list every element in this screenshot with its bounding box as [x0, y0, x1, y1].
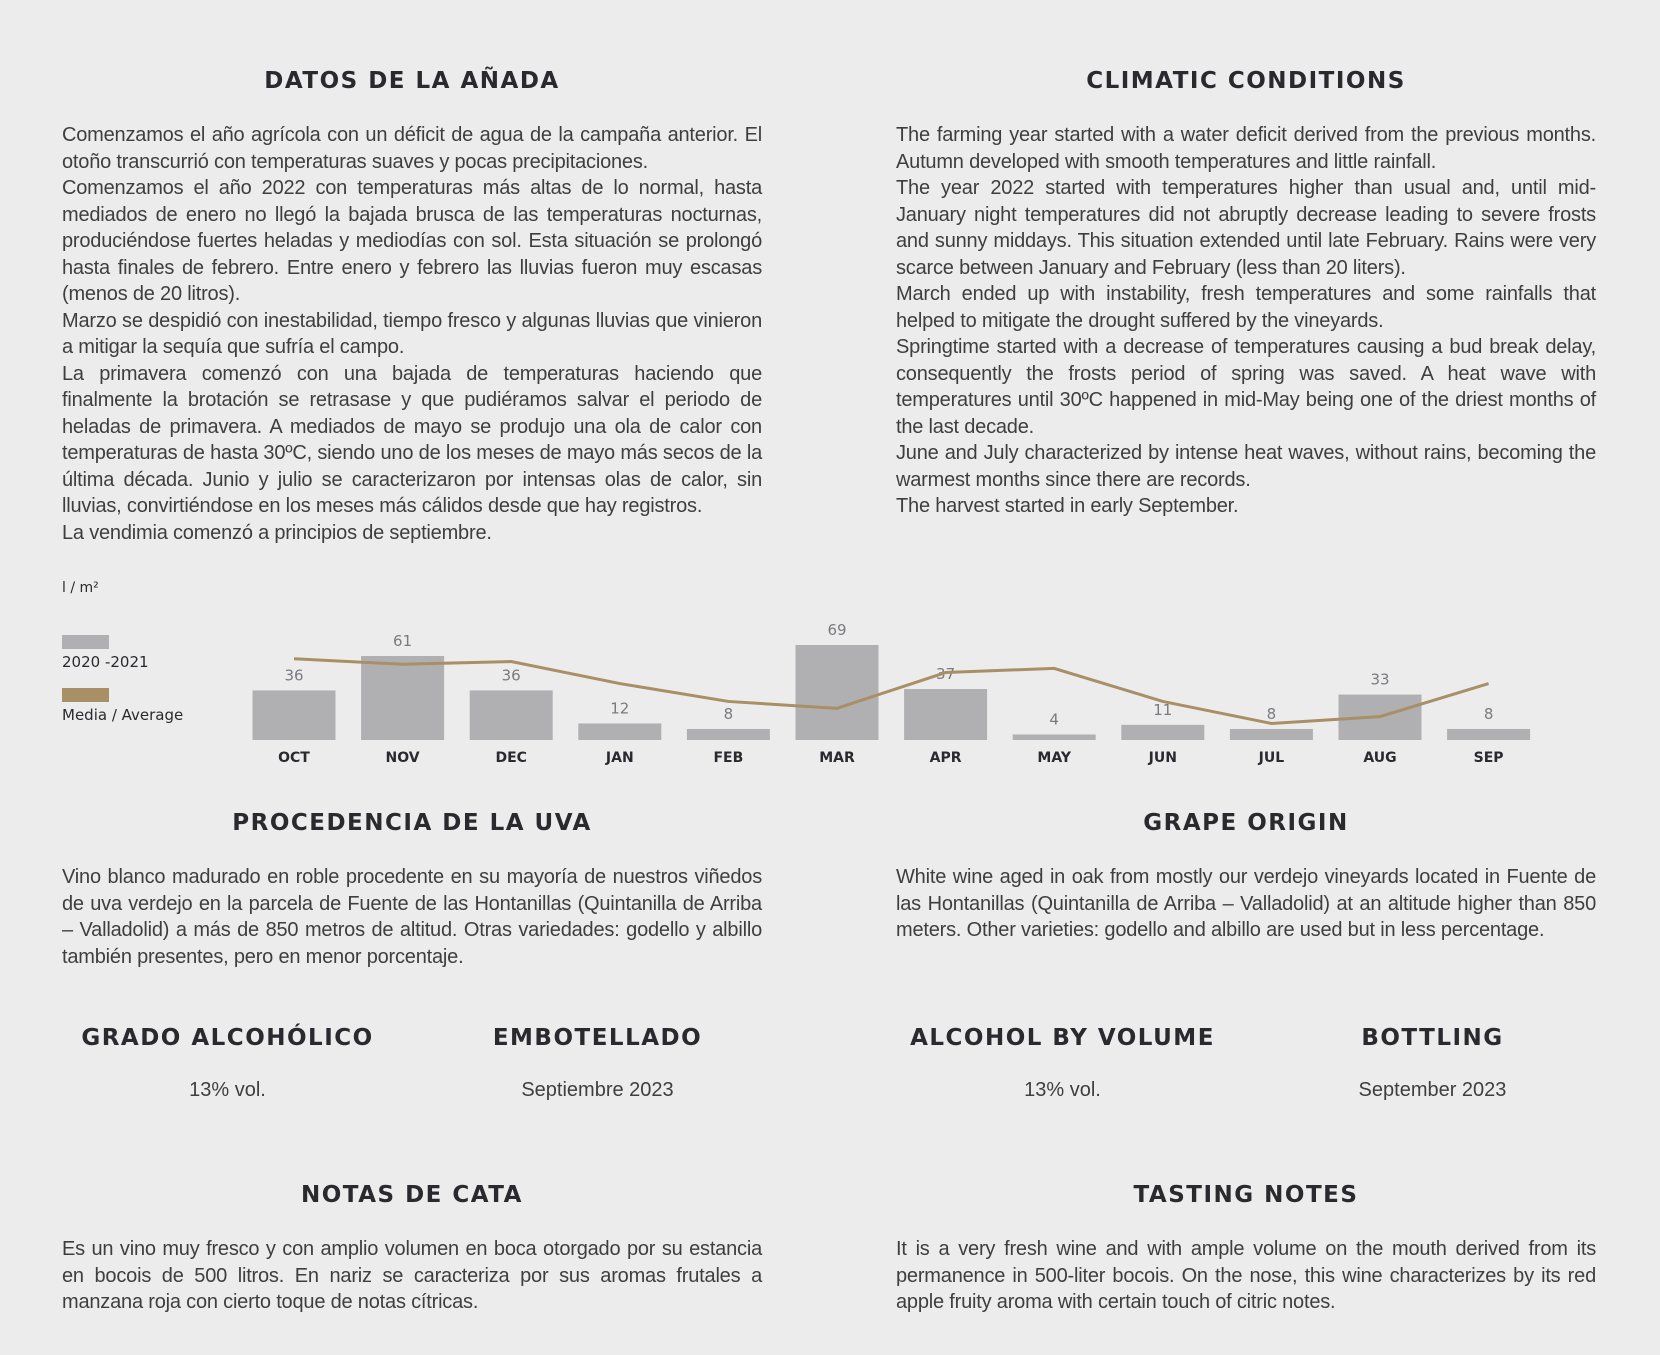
stat-value: Septiembre 2023	[521, 1079, 674, 1101]
bar-nov	[361, 656, 444, 740]
paragraph: June and July characterized by intense heat waves, without rains, becoming the warmest months since there are records.	[896, 442, 1596, 491]
paragraph: Comenzamos el año 2022 con temperaturas más altas de lo normal, hasta mediados de enero no llegó la bajada brusca de las temperaturas nocturnas, produciéndose fuertes heladas y mediodías con sol. Esta situación se prolongó hasta finales de febrero. Entre enero y febrero las lluvias fueron muy escasas (menos de 20 litros).	[62, 177, 762, 305]
tasting-text-en: It is a very fresh wine and with ample volume on the mouth derived from its permanence in 500-liter bocois. On the nose, this wine characterizes by its red apple fruity aroma with certain touch of citric notes.	[896, 1238, 1596, 1313]
paragraph: The harvest started in early September.	[896, 495, 1239, 517]
legend-label-average: Media / Average	[62, 706, 184, 724]
bar-value-label: 37	[936, 665, 956, 684]
x-axis-label: SEP	[1473, 750, 1504, 766]
paragraph: Marzo se despidió con inestabilidad, tiempo fresco y algunas lluvias que vinieron a mitigar la sequía que sufría el campo.	[62, 309, 762, 358]
vintage-title-en: CLIMATIC CONDITIONS	[1086, 68, 1406, 94]
stat-value: 13% vol.	[189, 1079, 266, 1101]
bar-sep	[1447, 729, 1530, 740]
stat-alcohol-en	[890, 1025, 1235, 1102]
bar-jul	[1230, 729, 1313, 740]
bar-value-label: 11	[1153, 700, 1173, 719]
bar-may	[1013, 734, 1096, 740]
stat-label: EMBOTELLADO	[492, 1025, 703, 1051]
tasting-section-en	[896, 1182, 1596, 1316]
x-axis-label: MAY	[1037, 750, 1071, 766]
vintage-section-es	[62, 68, 762, 546]
bar-feb	[687, 729, 770, 740]
x-axis-label: JUN	[1148, 750, 1177, 766]
grape-text-en: White wine aged in oak from mostly our verdejo vineyards located in Fuente de las Hontanillas (Quintanilla de Arriba – Valladolid) at an altitude higher than 850 meters. Other varieties: godello and albillo are used but in less percentage.	[896, 866, 1596, 941]
legend-swatch-bars	[62, 635, 109, 649]
paragraph: March ended up with instability, fresh temperatures and some rainfalls that helped to mitigate the drought suffered by the vineyards.	[896, 283, 1596, 332]
vintage-text-es	[62, 122, 762, 546]
paragraph: La vendimia comenzó a principios de septiembre.	[62, 521, 492, 544]
grape-text-es: Vino blanco madurado en roble procedente en su mayoría de nuestros viñedos de uva verdejo en la parcela de Fuente de las Hontanillas (Quintanilla de Arriba – Valladolid) a más de 850 metros de altitud. Otras variedades: godello y albillo también presentes, pero en menor porcentaje.	[62, 866, 762, 968]
bar-value-label: 36	[501, 666, 521, 685]
x-axis-label: JAN	[605, 750, 634, 766]
stat-label: BOTTLING	[1361, 1025, 1504, 1051]
bar-jun	[1121, 725, 1204, 740]
bar-value-label: 33	[1370, 670, 1390, 689]
x-axis-label: MAR	[819, 750, 855, 766]
bar-mar	[796, 645, 879, 740]
stat-value: September 2023	[1358, 1079, 1507, 1101]
bar-value-label: 8	[1266, 704, 1277, 723]
paragraph: Springtime started with a decrease of temperatures causing a bud break delay, consequently the frosts period of spring was saved. A heat wave with temperatures until 30ºC happened in mid-May being one of the driest months of the last decade.	[896, 336, 1596, 438]
stat-label: ALCOHOL BY VOLUME	[910, 1025, 1215, 1051]
chart-unit-label: l / m²	[62, 580, 99, 596]
paragraph: Comenzamos el año agrícola con un déficit de agua de la campaña anterior. El otoño transcurrió con temperaturas suaves y pocas precipitaciones.	[62, 124, 762, 173]
stat-value: 13% vol.	[1024, 1079, 1101, 1101]
tasting-title-en: TASTING NOTES	[1133, 1182, 1359, 1208]
bar-value-label: 4	[1049, 710, 1059, 729]
tasting-section-es	[62, 1182, 762, 1316]
vintage-section-en	[896, 68, 1596, 520]
bar-value-label: 69	[827, 620, 847, 639]
bar-value-label: 36	[284, 666, 304, 685]
bar-value-label: 8	[1483, 704, 1494, 723]
stat-label: GRADO ALCOHÓLICO	[81, 1025, 374, 1051]
bar-oct	[253, 690, 336, 740]
paragraph: The farming year started with a water deficit derived from the previous months. Autumn developed with smooth temperatures and little rainfall.	[896, 124, 1596, 173]
bar-aug	[1339, 695, 1422, 740]
vintage-title-es: DATOS DE LA AÑADA	[264, 68, 560, 94]
x-axis-label: APR	[929, 750, 962, 766]
grape-title-es: PROCEDENCIA DE LA UVA	[232, 810, 592, 836]
x-axis-label: AUG	[1363, 750, 1397, 766]
grape-title-en: GRAPE ORIGIN	[1143, 810, 1349, 836]
x-axis-label: NOV	[385, 750, 420, 766]
x-axis-label: DEC	[495, 750, 527, 766]
vintage-text-en	[896, 122, 1596, 520]
average-line	[294, 659, 1489, 724]
x-axis-label: OCT	[278, 750, 310, 766]
x-axis-label: JUL	[1258, 750, 1285, 766]
tasting-title-es: NOTAS DE CATA	[301, 1182, 523, 1208]
bar-value-label: 61	[393, 632, 413, 651]
grape-section-es	[62, 810, 762, 970]
legend-label-bars: 2020 -2021	[62, 653, 149, 671]
stat-bottling-en	[1265, 1025, 1600, 1102]
paragraph: The year 2022 started with temperatures higher than usual and, until mid-January night temperatures did not abruptly decrease leading to severe frosts and sunny middays. This situation extended until late February. Rains were very scarce between January and February (less than 20 liters).	[896, 177, 1596, 279]
tasting-text-es: Es un vino muy fresco y con amplio volumen en boca otorgado por su estancia en bocois de 500 litros. En nariz se caracteriza por sus aromas frutales a manzana roja con cierto toque de notas cítricas.	[62, 1238, 762, 1313]
bar-value-label: 12	[610, 699, 630, 718]
grape-section-en	[896, 810, 1596, 944]
legend-swatch-average	[62, 688, 109, 702]
bar-apr	[904, 689, 987, 740]
bar-dec	[470, 690, 553, 740]
bar-value-label: 8	[723, 704, 734, 723]
x-axis-label: FEB	[713, 750, 744, 766]
stat-bottling-es	[430, 1025, 765, 1102]
paragraph: La primavera comenzó con una bajada de temperaturas haciendo que finalmente la brotación se retrasase y que pudiéramos salvar el periodo de heladas de primavera. A mediados de mayo se produjo una ola de calor con temperaturas de hasta 30ºC, siendo uno de los meses de mayo más secos de la última década. Junio y julio se caracterizaron por intensas olas de calor, sin lluvias, convirtiéndose en los meses más cálidos desde que hay registros.	[62, 362, 762, 517]
bar-jan	[578, 723, 661, 740]
stat-alcohol-es	[60, 1025, 395, 1102]
